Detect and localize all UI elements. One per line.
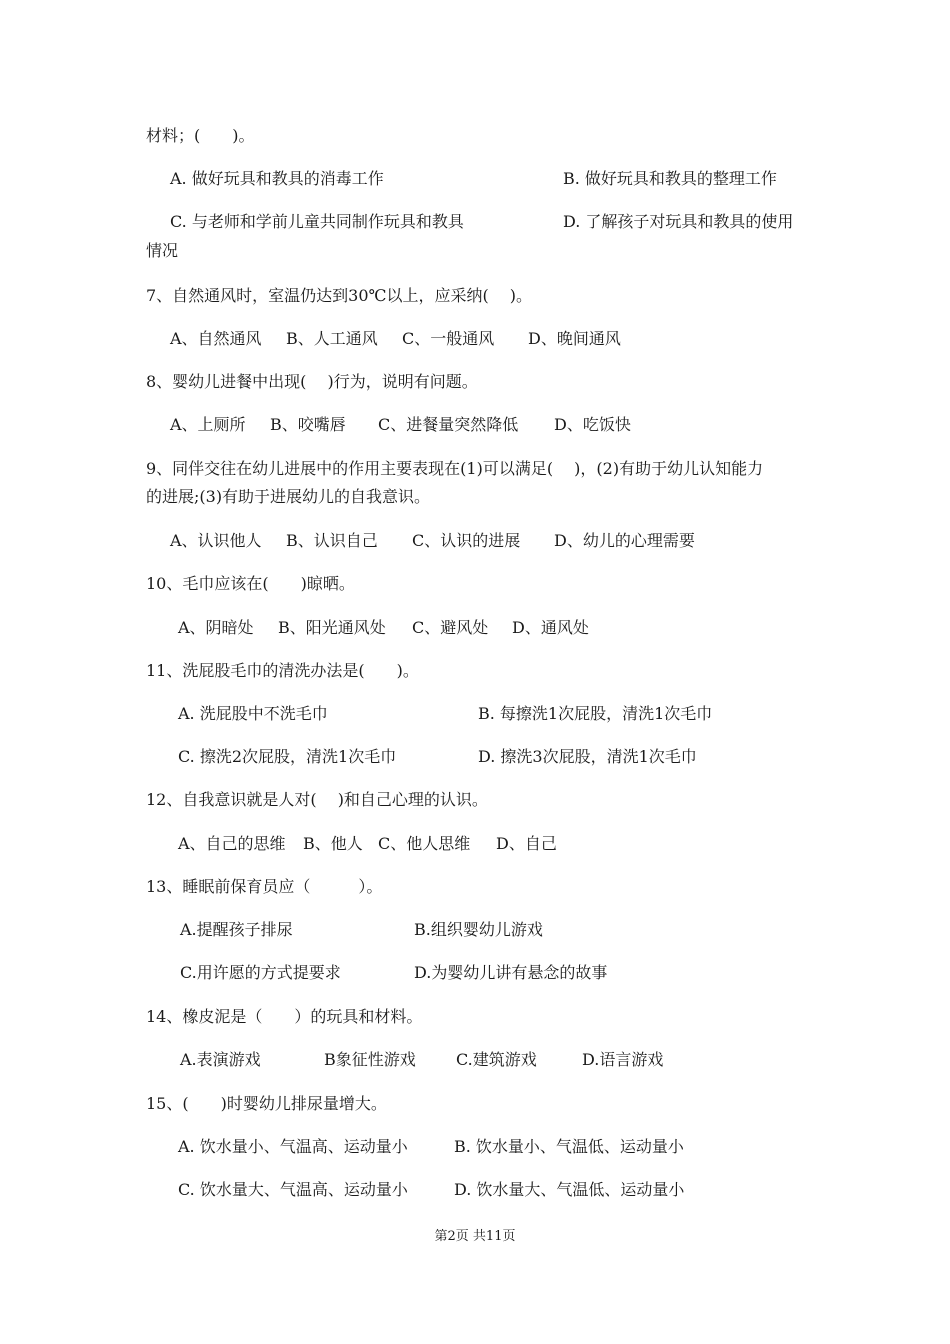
question-stem: 13、睡眠前保育员应（ ）。 (146, 877, 383, 896)
option-b: B、咬嘴唇 (270, 415, 346, 434)
question-stem: 材料；( )。 (146, 126, 255, 145)
option-a: A.表演游戏 (180, 1050, 261, 1069)
option-c: C. 与老师和学前儿童共同制作玩具和教具 (170, 212, 464, 231)
option-c: C、避风处 (412, 618, 489, 637)
option-d: D. 了解孩子对玩具和教具的使用 (563, 212, 794, 231)
option-a: A、上厕所 (170, 415, 246, 434)
question-stem: 15、( )时婴幼儿排尿量增大。 (146, 1094, 387, 1113)
option-b: B、他人 (303, 834, 363, 853)
option-b: B. 每擦洗1次屁股，清洗1次毛巾 (478, 704, 713, 723)
option-d: D、自己 (496, 834, 557, 853)
option-b: B、认识自己 (286, 531, 378, 550)
option-b: B. 做好玩具和教具的整理工作 (563, 169, 777, 188)
question-stem: 10、毛巾应该在( )晾晒。 (146, 574, 355, 593)
option-d: D、通风处 (512, 618, 589, 637)
option-a: A. 洗屁股中不洗毛巾 (178, 704, 328, 723)
option-a: A、认识他人 (170, 531, 262, 550)
option-a: A. 做好玩具和教具的消毒工作 (170, 169, 384, 188)
option-d: D. 饮水量大、气温低、运动量小 (454, 1180, 685, 1199)
question-stem: 9、同伴交往在幼儿进展中的作用主要表现在(1)可以满足( )，(2)有助于幼儿认知能力 (146, 459, 764, 478)
option-d: D.为婴幼儿讲有悬念的故事 (414, 963, 608, 982)
option-b: B. 饮水量小、气温低、运动量小 (454, 1137, 684, 1156)
question-stem: 7、自然通风时，室温仍达到30℃以上，应采纳( )。 (146, 286, 533, 305)
option-d: D、幼儿的心理需要 (554, 531, 695, 550)
option-b: B、阳光通风处 (278, 618, 386, 637)
option-a: A.提醒孩子排尿 (180, 920, 293, 939)
option-b: B、人工通风 (286, 329, 378, 348)
option-d: D. 擦洗3次屁股，清洗1次毛巾 (478, 747, 697, 766)
question-stem-wrap: 的进展;(3)有助于进展幼儿的自我意识。 (146, 487, 431, 506)
option-c: C、一般通风 (402, 329, 495, 348)
option-a: A、自然通风 (170, 329, 262, 348)
option-d: D、晚间通风 (528, 329, 621, 348)
option-c: C.建筑游戏 (456, 1050, 537, 1069)
option-a: A、自己的思维 (178, 834, 286, 853)
option-b: B.组织婴幼儿游戏 (414, 920, 543, 939)
page-number: 第2页 共11页 (434, 1229, 516, 1244)
option-c: C、进餐量突然降低 (378, 415, 519, 434)
option-d-wrap: 情况 (146, 241, 179, 260)
option-d: D.语言游戏 (582, 1050, 664, 1069)
question-stem: 8、婴幼儿进餐中出现( )行为，说明有问题。 (146, 372, 478, 391)
option-c: C. 饮水量大、气温高、运动量小 (178, 1180, 408, 1199)
option-c: C、认识的进展 (412, 531, 521, 550)
option-c: C、他人思维 (378, 834, 471, 853)
option-b: B象征性游戏 (324, 1050, 416, 1069)
question-stem: 11、洗屁股毛巾的清洗办法是( )。 (146, 661, 419, 680)
question-stem: 14、橡皮泥是（ ）的玩具和材料。 (146, 1007, 423, 1026)
option-c: C. 擦洗2次屁股，清洗1次毛巾 (178, 747, 397, 766)
option-d: D、吃饭快 (554, 415, 631, 434)
option-a: A、阴暗处 (178, 618, 254, 637)
option-c: C.用许愿的方式提要求 (180, 963, 341, 982)
question-stem: 12、自我意识就是人对( )和自己心理的认识。 (146, 790, 488, 809)
option-a: A. 饮水量小、气温高、运动量小 (178, 1137, 408, 1156)
